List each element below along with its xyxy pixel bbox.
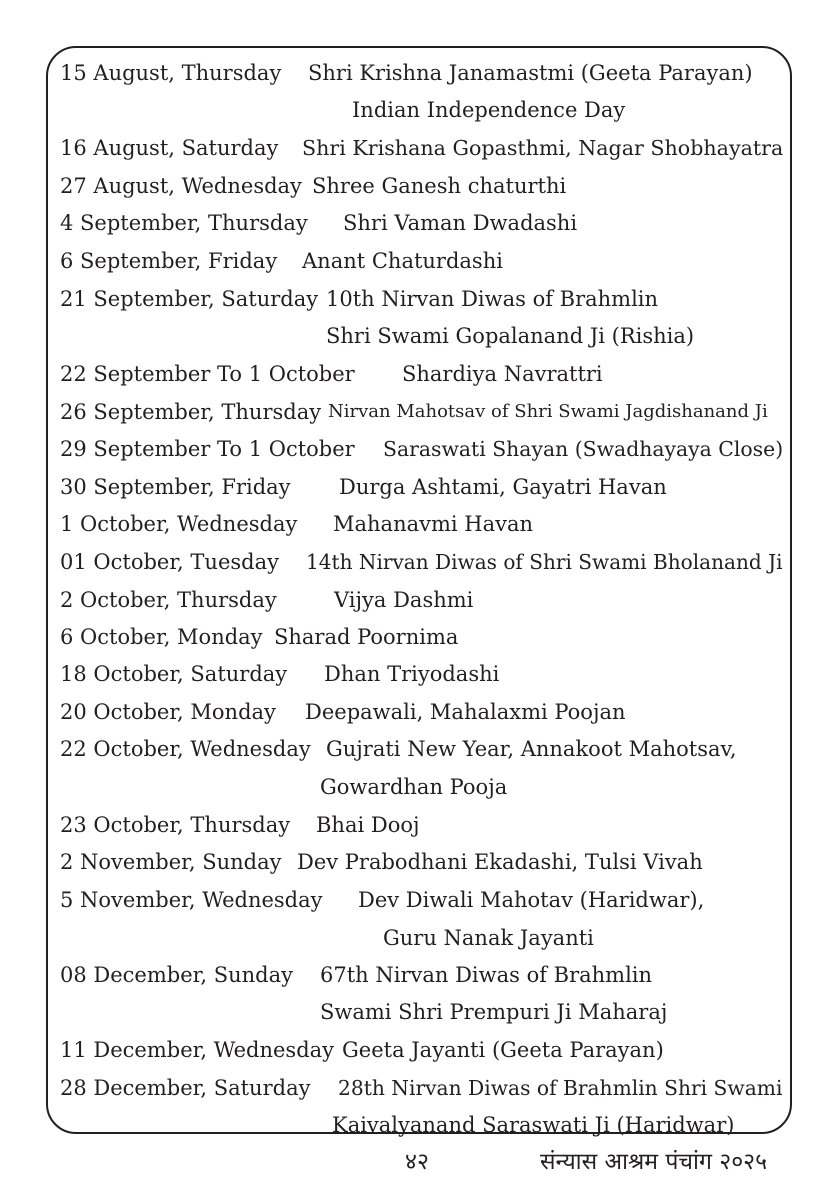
entry-event: Shri Vaman Dwadashi (343, 211, 578, 235)
entry-date: 16 August, Saturday (60, 136, 279, 160)
entry-event-continued: Shri Swami Gopalanand Ji (Rishia) (326, 324, 695, 348)
page-number: ४२ (405, 1149, 429, 1175)
entry-event: Shree Ganesh chaturthi (312, 174, 567, 198)
entry-date: 08 December, Sunday (60, 963, 293, 987)
entry-date: 5 November, Wednesday (60, 888, 323, 912)
entry-event: 28th Nirvan Diwas of Brahmlin Shri Swami (338, 1076, 783, 1100)
entry-event: Sharad Poornima (274, 625, 459, 649)
entry-event: 10th Nirvan Diwas of Brahmlin (326, 287, 659, 311)
entry-event-continued: Swami Shri Prempuri Ji Maharaj (320, 1000, 668, 1024)
entry-event: Durga Ashtami, Gayatri Havan (339, 475, 667, 499)
entry-event: Shri Krishana Gopasthmi, Nagar Shobhayatra (302, 136, 784, 160)
entry-date: 6 September, Friday (60, 249, 278, 273)
entry-event: Nirvan Mahotsav of Shri Swami Jagdishanand Ji (328, 401, 768, 422)
entry-date: 23 October, Thursday (60, 813, 291, 837)
entry-event: Gujrati New Year, Annakoot Mahotsav, (326, 737, 737, 761)
entry-date: 2 November, Sunday (60, 850, 282, 874)
entry-event: Dhan Triyodashi (324, 662, 500, 686)
entry-date: 4 September, Thursday (60, 211, 308, 235)
entry-event: 67th Nirvan Diwas of Brahmlin (320, 963, 653, 987)
entry-date: 2 October, Thursday (60, 588, 277, 612)
entry-date: 30 September, Friday (60, 475, 291, 499)
entry-event: Shri Krishna Janamastmi (Geeta Parayan) (308, 61, 753, 85)
entry-date: 15 August, Thursday (60, 61, 282, 85)
entry-date: 26 September, Thursday (60, 400, 322, 424)
entry-event: Saraswati Shayan (Swadhayaya Close) (383, 437, 784, 461)
entry-date: 11 December, Wednesday (60, 1038, 335, 1062)
entry-event: Dev Prabodhani Ekadashi, Tulsi Vivah (297, 850, 703, 874)
entry-event: Vijya Dashmi (334, 588, 474, 612)
entry-event-continued: Indian Independence Day (352, 98, 626, 122)
entry-date: 6 October, Monday (60, 625, 263, 649)
entry-event: Dev Diwali Mahotav (Haridwar), (358, 888, 705, 912)
entry-date: 28 December, Saturday (60, 1076, 311, 1100)
entry-event: Mahanavmi Havan (333, 512, 534, 536)
entry-date: 20 October, Monday (60, 700, 276, 724)
entry-event: Deepawali, Mahalaxmi Poojan (305, 700, 626, 724)
entry-date: 29 September To 1 October (60, 437, 355, 461)
entry-event-continued: Kaivalyanand Saraswati Ji (Haridwar) (332, 1113, 735, 1137)
entry-event-continued: Gowardhan Pooja (320, 775, 508, 799)
entry-event: Geeta Jayanti (Geeta Parayan) (342, 1038, 664, 1062)
entry-date: 01 October, Tuesday (60, 550, 279, 574)
entry-event-continued: Guru Nanak Jayanti (383, 926, 594, 950)
entry-event: 14th Nirvan Diwas of Shri Swami Bholanand Ji (306, 550, 783, 574)
entry-date: 27 August, Wednesday (60, 174, 302, 198)
entry-date: 22 September To 1 October (60, 362, 355, 386)
entry-date: 21 September, Saturday (60, 287, 319, 311)
entry-event: Shardiya Navrattri (402, 362, 603, 386)
entry-event: Bhai Dooj (316, 813, 420, 837)
entry-date: 1 October, Wednesday (60, 512, 298, 536)
entry-date: 18 October, Saturday (60, 662, 288, 686)
book-title: संन्यास आश्रम पंचांग २०२५ (540, 1149, 768, 1175)
entry-date: 22 October, Wednesday (60, 737, 311, 761)
entry-event: Anant Chaturdashi (302, 249, 503, 273)
